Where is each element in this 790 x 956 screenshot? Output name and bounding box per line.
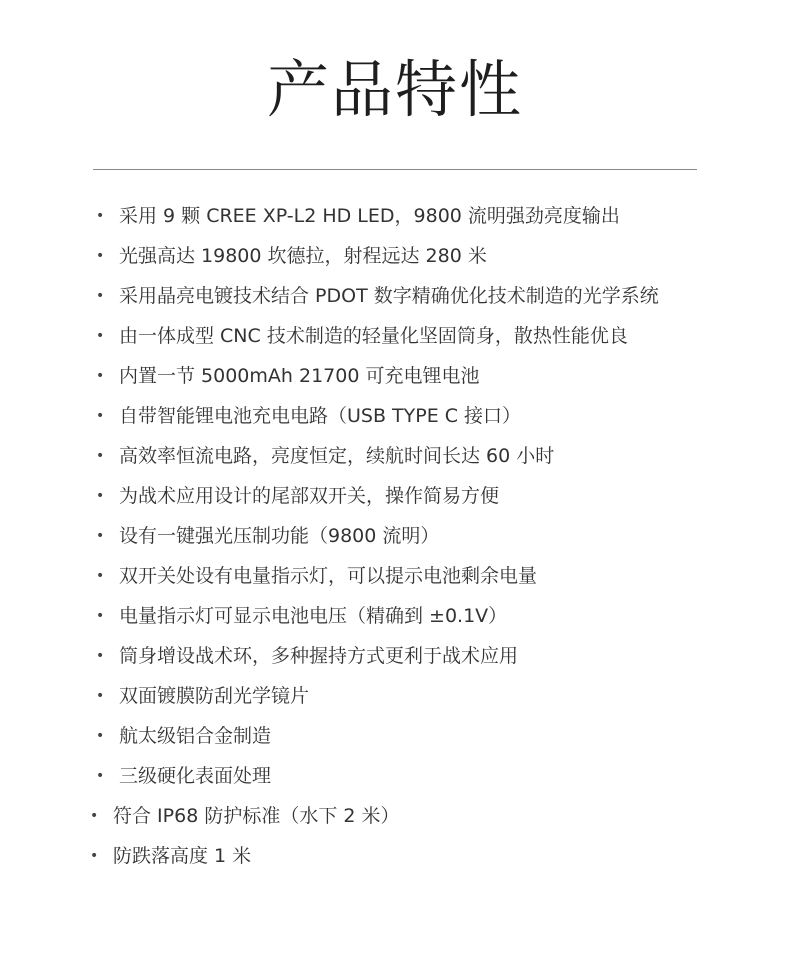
feature-text: 内置一节 5000mAh 21700 可充电锂电池 — [119, 365, 480, 387]
feature-text: 高效率恒流电路，亮度恒定，续航时间长达 60 小时 — [119, 445, 555, 467]
list-item — [0, 356, 790, 396]
feature-text: 设有一键强光压制功能（9800 流明） — [119, 525, 440, 547]
bullet-icon: • — [96, 328, 105, 344]
list-item — [0, 676, 790, 716]
feature-text: 双开关处设有电量指示灯，可以提示电池剩余电量 — [119, 565, 538, 587]
bullet-icon: • — [90, 808, 99, 824]
list-item — [0, 756, 790, 796]
bullet-icon: • — [96, 208, 105, 224]
list-item — [0, 716, 790, 756]
bullet-icon: • — [96, 648, 105, 664]
bullet-icon: • — [96, 768, 105, 784]
bullet-icon: • — [96, 688, 105, 704]
list-item — [0, 796, 790, 836]
feature-text: 为战术应用设计的尾部双开关，操作简易方便 — [119, 485, 500, 507]
bullet-icon: • — [96, 448, 105, 464]
bullet-icon: • — [96, 608, 105, 624]
list-item — [0, 316, 790, 356]
bullet-icon: • — [96, 728, 105, 744]
feature-text: 光强高达 19800 坎德拉，射程远达 280 米 — [119, 245, 487, 267]
list-item — [0, 836, 790, 876]
feature-text: 航太级铝合金制造 — [119, 725, 272, 747]
list-item — [0, 596, 790, 636]
feature-text: 由一体成型 CNC 技术制造的轻量化坚固筒身，散热性能优良 — [119, 325, 628, 347]
list-item — [0, 556, 790, 596]
bullet-icon: • — [96, 248, 105, 264]
feature-text: 筒身增设战术环，多种握持方式更利于战术应用 — [119, 645, 519, 667]
feature-list — [0, 196, 790, 876]
list-item — [0, 236, 790, 276]
title-divider — [93, 169, 697, 170]
bullet-icon: • — [90, 848, 99, 864]
feature-text: 符合 IP68 防护标准（水下 2 米） — [113, 805, 400, 827]
bullet-icon: • — [96, 528, 105, 544]
bullet-icon: • — [96, 488, 105, 504]
list-item — [0, 196, 790, 236]
feature-text: 采用 9 颗 CREE XP-L2 HD LED，9800 流明强劲亮度输出 — [119, 205, 620, 227]
feature-text: 采用晶亮电镀技术结合 PDOT 数字精确优化技术制造的光学系统 — [119, 285, 659, 307]
bullet-icon: • — [96, 568, 105, 584]
bullet-icon: • — [96, 288, 105, 304]
feature-text: 自带智能锂电池充电电路（USB TYPE C 接口） — [119, 405, 522, 427]
list-item — [0, 636, 790, 676]
feature-text: 三级硬化表面处理 — [119, 765, 272, 787]
list-item — [0, 396, 790, 436]
list-item — [0, 436, 790, 476]
feature-text: 电量指示灯可显示电池电压（精确到 ±0.1V） — [119, 605, 508, 627]
list-item — [0, 476, 790, 516]
list-item — [0, 516, 790, 556]
feature-text: 防跌落高度 1 米 — [113, 845, 252, 867]
bullet-icon: • — [96, 408, 105, 424]
list-item — [0, 276, 790, 316]
bullet-icon: • — [96, 368, 105, 384]
page-title: 产品特性 — [266, 53, 523, 126]
feature-text: 双面镀膜防刮光学镜片 — [119, 685, 310, 707]
